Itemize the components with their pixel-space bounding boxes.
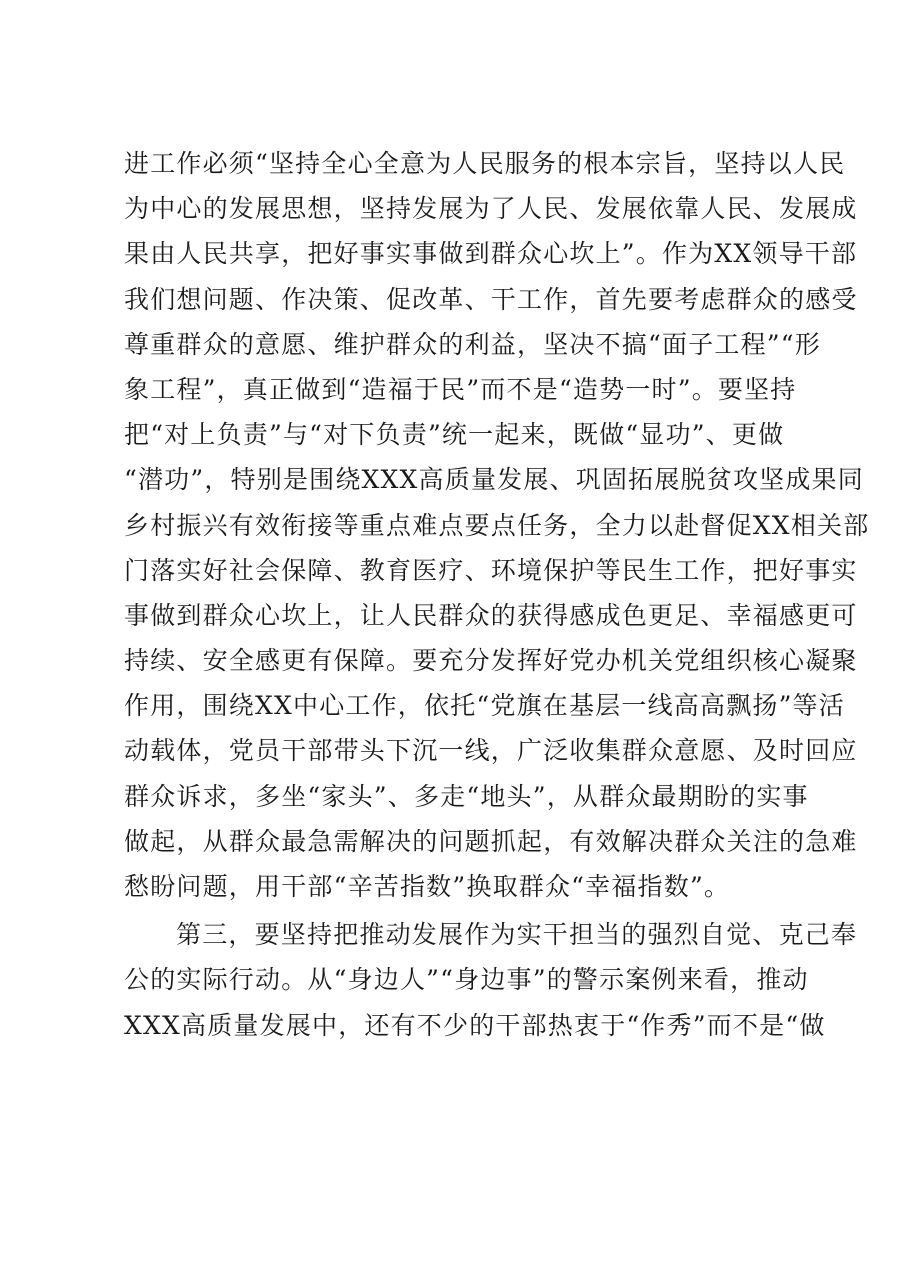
text-line: 作用，围绕XX中心工作，依托“党旗在基层一线高高飘扬”等活 bbox=[124, 691, 845, 721]
text-line: 公的实际行动。从“身边人”“身边事”的警示案例来看，推动 bbox=[124, 965, 809, 995]
text-line: 事做到群众心坎上，让人民群众的获得感成色更足、幸福感更可 bbox=[124, 600, 858, 630]
text-line: 动载体，党员干部带头下沉一线，广泛收集群众意愿、及时回应 bbox=[124, 736, 858, 766]
text-line: 愁盼问题，用干部“辛苦指数”换取群众“幸福指数”。 bbox=[124, 872, 731, 901]
text-line: 做起，从群众最急需解决的问题抓起，有效解决群众关注的急难 bbox=[124, 826, 858, 856]
paragraph-2 bbox=[124, 912, 858, 1048]
text-line: 把“对上负责”与“对下负责”统一起来，既做“显功”、更做 bbox=[124, 420, 785, 450]
text-line: 为中心的发展思想，坚持发展为了人民、发展依靠人民、发展成 bbox=[124, 194, 858, 224]
text-line: 持续、安全感更有保障。要充分发挥好党办机关党组织核心凝聚 bbox=[124, 646, 858, 676]
text-line: 进工作必须“坚持全心全意为人民服务的根本宗旨，坚持以人民 bbox=[124, 149, 846, 178]
text-line: XXX高质量发展中，还有不少的干部热衷于“作秀”而不是“做 bbox=[124, 1010, 826, 1040]
text-line: 象工程”，真正做到“造福于民”而不是“造势一时”。要坚持 bbox=[124, 374, 797, 404]
text-line: 乡村振兴有效衔接等重点难点要点任务，全力以赴督促XX相关部 bbox=[124, 510, 870, 540]
paragraph-1 bbox=[124, 141, 870, 909]
text-line: 群众诉求，多坐“家头”、多走“地头”，从群众最期盼的实事 bbox=[124, 781, 809, 811]
document-body bbox=[124, 141, 870, 1048]
text-line: 我们想问题、作决策、促改革、干工作，首先要考虑群众的感受 bbox=[124, 284, 858, 314]
text-line: 尊重群众的意愿、维护群众的利益，坚决不搞“面子工程”“形 bbox=[124, 329, 821, 359]
text-line: 门落实好社会保障、教育医疗、环境保护等民生工作，把好事实 bbox=[124, 555, 858, 585]
text-line: “潜功”，特别是围绕XXX高质量发展、巩固拓展脱贫攻坚成果同 bbox=[124, 465, 864, 495]
text-line: 果由人民共享，把好事实事做到群众心坎上”。作为XX领导干部 bbox=[124, 239, 858, 269]
text-line: 第三，要坚持把推动发展作为实干担当的强烈自觉、克己奉 bbox=[176, 920, 858, 950]
